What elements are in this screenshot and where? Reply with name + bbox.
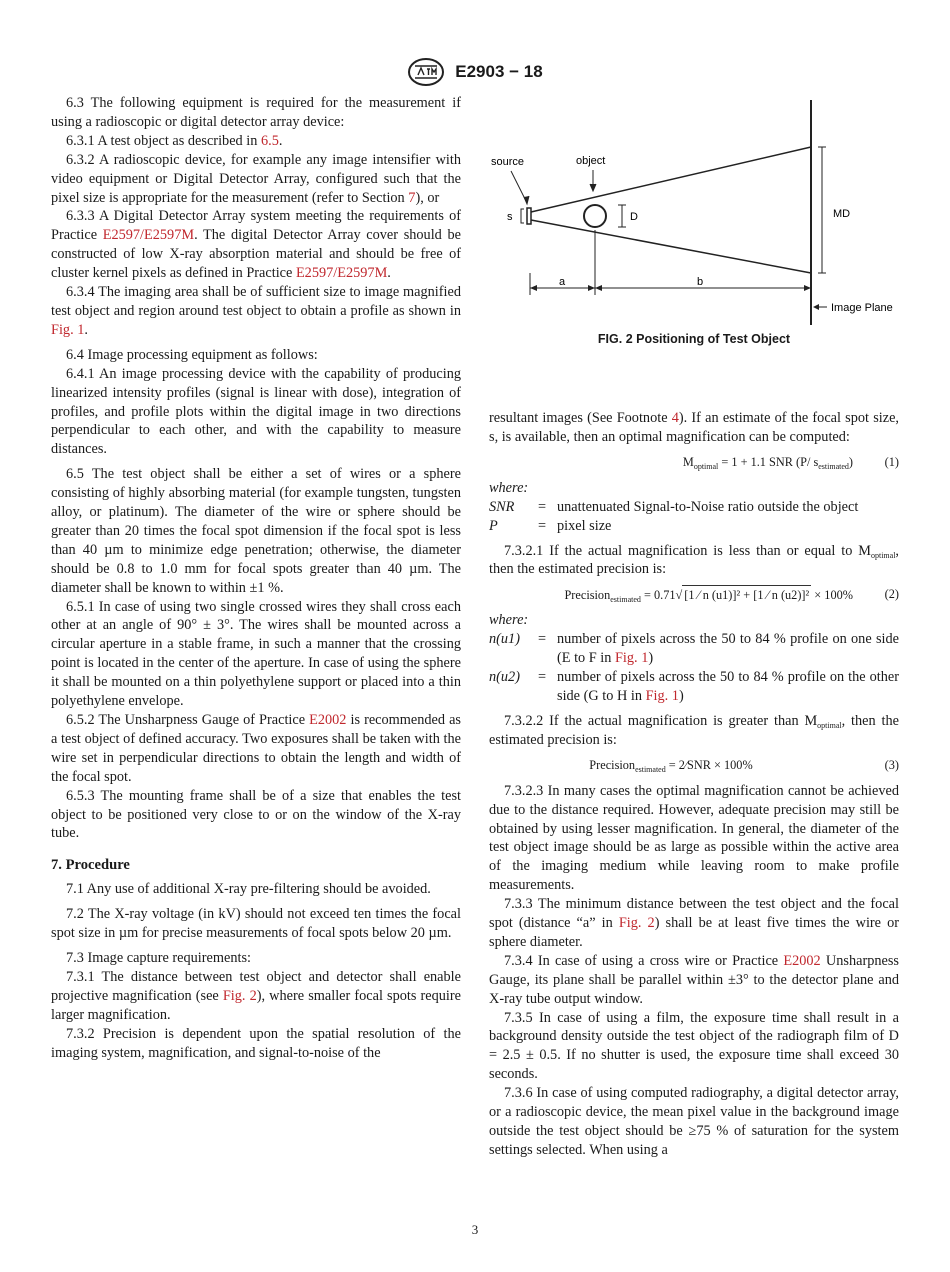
link-e2002[interactable]: E2002 (309, 712, 347, 728)
equation-1-body: $M_{optimal} = 1 + 1.1$ SNR (P/ $s_{estimated}$) (682, 454, 853, 471)
link-fig-2[interactable]: Fig. 2 (222, 987, 257, 1004)
equation-2 (489, 585, 899, 605)
para-7-3-1: 7.3.1 The distance between test object and detector shall enable projective magnification (see Fig. 2), where smaller focal spots require larger magnification. (51, 968, 461, 1023)
para-6-3: 6.3 The following equipment is required for the measurement if using a radioscopic or digital detector array device: (51, 95, 461, 130)
definition-item: SNR = unattenuated Signal-to-Noise ratio outside the object (489, 498, 859, 515)
label-s: s (507, 211, 513, 223)
para-7-3-2-1: 7.3.2.1 If the actual magnification is less than or equal to $M_{optimal}$, then the estimated precision is: (489, 542, 899, 578)
object-circle (584, 205, 606, 227)
definition-item: P = pixel size (489, 517, 612, 534)
para-6-3-2: 6.3.2 A radioscopic device, for example any image intensifier with video equipment or Digital Detector Array, configured such that the pixel size is appropriate for the measurement (refer to Section 7), or (51, 151, 461, 206)
para-6-5-3: 6.5.3 The mounting frame shall be of a size that enables the test object to be positioned very close to or on the window of the X-ray tube. (51, 787, 461, 842)
left-column (51, 94, 461, 1062)
link-fig-1[interactable]: Fig. 1 (614, 650, 649, 667)
definition-item: n(u2) = number of pixels across the 50 to 84 % profile on the other side (G to H in Fig. 1) (489, 669, 899, 704)
para-7-3-2-2: 7.3.2.2 If the actual magnification is greater than $M_{optimal}$, then the estimated precision is: (489, 712, 899, 748)
where-label: where: (489, 479, 529, 496)
definitions-list (489, 498, 899, 536)
para-6-5-1: 6.5.1 In case of using two single crossed wires they shall cross each other at an angle of 90° ± 3°. The wires shall be mounted across a circular aperture in a stable frame, in such a manner that the crossing point is located in the center of the aperture. In case of using the sphere it shall be mounted on a thin polyethylene support or placed into a thin polyethylene envelope. (51, 598, 461, 710)
page-number: 3 (471, 1222, 479, 1237)
para-7-3-6: 7.3.6 In case of using computed radiography, a digital detector array, or a radioscopic device, the mean pixel value in the background image outside the test object should be ≥75 % of saturation for the system settings selected. When using a (489, 1085, 899, 1158)
label-source: source (491, 156, 525, 168)
label-object: object (576, 155, 606, 167)
link-e2597[interactable]: E2597/E2597M (295, 265, 388, 282)
figure-caption: FIG. 2 Positioning of Test Object (597, 332, 791, 346)
astm-logo-icon (407, 57, 445, 87)
equation-2-number: (2) (884, 587, 899, 602)
equation-3-body: Precision$_{estimated}$ = 2⁄SNR × 100% (589, 757, 753, 774)
link-fig-1[interactable]: Fig. 1 (51, 321, 85, 338)
para-7-2: 7.2 The X-ray voltage (in kV) should not exceed ten times the focal spot size in µm for precise measurements of focal spots below 20 µm. (51, 906, 461, 942)
label-b: b (697, 276, 704, 288)
para-7-3: 7.3 Image capture requirements: (66, 949, 251, 966)
link-e2002[interactable]: E2002 (783, 952, 821, 969)
para-6-5-2: 6.5.2 The Unsharpness Gauge of Practice E2002 is recommended as a test object of defined accuracy. Two exposures shall be taken with the wire set in perpendicular directions to obtain the length and width of the focal spot. (51, 712, 461, 785)
link-footnote-4[interactable]: 4 (671, 410, 679, 426)
para-7-3-3: 7.3.3 The minimum distance between the test object and the focal spot (distance “a” in Fig. 2) shall be at least five times the wire or sphere diameter. (489, 896, 899, 950)
para-continued: resultant images (See Footnote 4). If an estimate of the focal spot size, s, is available, then an optimal magnification can be computed: (489, 410, 899, 445)
link-6-5[interactable]: 6.5 (260, 132, 279, 149)
equation-3-number: (3) (884, 757, 899, 772)
para-7-1: 7.1 Any use of additional X-ray pre-filtering should be avoided. (66, 881, 431, 898)
link-fig-2[interactable]: Fig. 2 (618, 915, 655, 932)
page-header (0, 57, 950, 87)
link-section-7[interactable]: 7 (408, 189, 416, 206)
right-column (489, 409, 899, 1160)
figure-2-diagram (489, 95, 899, 355)
label-image-plane: Image Plane (831, 302, 893, 314)
definition-item: n(u1) = number of pixels across the 50 to 84 % profile on one side (E to F in Fig. 1) (489, 631, 899, 667)
para-6-5: 6.5 The test object shall be either a set of wires or a sphere consisting of highly absorbing material (for example tungsten, tungsten alloy, or platinum). The diameter of the wire or sphere should be greater than 20 times the focal spot dimension if the focal spot is less than 40 µm to minimize edge penetration; otherwise, the diameter should be 0.8 to 1.0 mm for focal spots greater than 40 µm. The diameter shall be known to within ±1 %. (51, 466, 461, 596)
para-7-3-2-3: 7.3.2.3 In many cases the optimal magnification cannot be achieved due to the distance required. However, adequate precision may still be obtained by using lesser magnification. In general, the diameter of the test object image should be as large as possible within the active area of the imaging medium while leaving room to make profile measurements. (489, 782, 899, 894)
link-fig-1[interactable]: Fig. 1 (645, 687, 679, 704)
para-6-4-1: 6.4.1 An image processing device with the capability of producing linearized intensity profiles (signal is linear with dose), integration of profiles, and profile plots within the digital image in two directions perpendicular to each other, and with the capability to measure distances. (51, 365, 461, 458)
equation-1-number: (1) (884, 454, 899, 469)
link-e2597[interactable]: E2597/E2597M (102, 227, 195, 244)
para-6-3-3: 6.3.3 A Digital Detector Array system meeting the requirements of Practice E2597/E2597M. The digital Detector Array cover should be constructed of low X-ray absorption material and should be free of cluster kernel pixels as defined in Practice E2597/E2597M. (51, 208, 461, 282)
para-6-4: 6.4 Image processing equipment as follows: (66, 346, 318, 363)
label-MD: MD (833, 208, 851, 220)
definitions-list (489, 630, 899, 706)
para-7-3-4: 7.3.4 In case of using a cross wire or Practice E2002 Unsharpness Gauge, its plane shall be parallel within ±3° to the detector plane and X-ray tube output window. (489, 952, 899, 1007)
label-a: a (559, 276, 566, 288)
para-6-3-1: 6.3.1 A test object as described in 6.5. (66, 132, 283, 149)
source-rect (527, 208, 531, 224)
para-7-3-5: 7.3.5 In case of using a film, the exposure time shall result in a background density outside the test object of the radiograph film of D = 2.5 ± 0.5. If no shutter is used, the exposure time shall exceed 30 seconds. (489, 1009, 899, 1083)
section-heading-procedure: 7. Procedure (51, 857, 130, 874)
equation-2-body: Precision$_{estimated}$ = 0.71√ [1 ⁄ n (u1)]² + [1 ⁄ n (u2)]² × 100% (564, 585, 853, 605)
equation-1 (489, 453, 899, 473)
equation-3 (489, 756, 899, 776)
para-6-3-4: 6.3.4 The imaging area shall be of sufficient size to image magnified test object and region around test object to obtain a profile as shown in Fig. 1. (51, 284, 461, 338)
label-D: D (630, 211, 638, 223)
standard-number: E2903 − 18 (455, 62, 543, 81)
para-7-3-2: 7.3.2 Precision is dependent upon the spatial resolution of the imaging system, magnification, and signal-to-noise of the (51, 1025, 461, 1061)
where-label: where: (489, 612, 529, 629)
